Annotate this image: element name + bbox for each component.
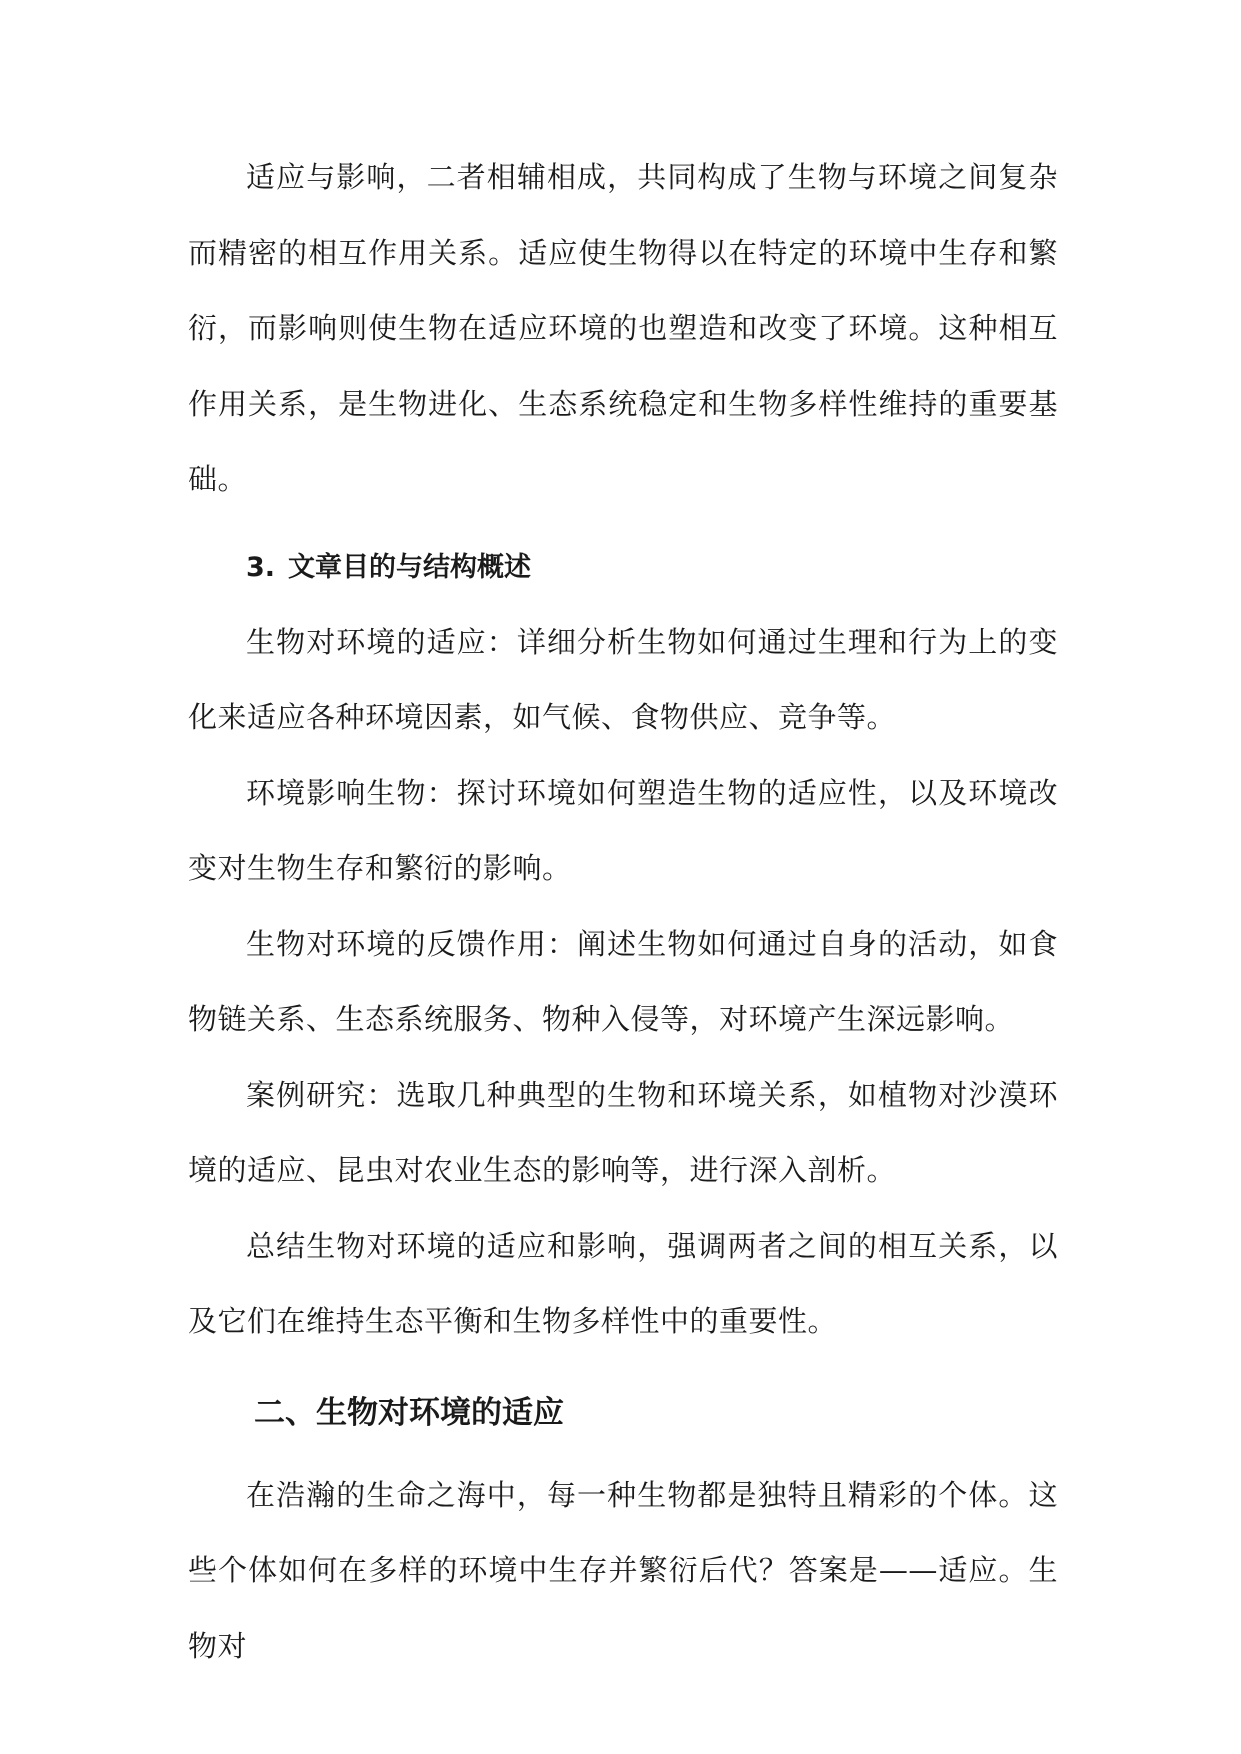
structure-item-2: 环境影响生物：探讨环境如何塑造生物的适应性，以及环境改变对生物生存和繁衍的影响。 [188,775,1058,885]
document-page [188,140,1058,1684]
section-heading: 二、生物对环境的适应 [254,1394,564,1431]
structure-item-5: 总结生物对环境的适应和影响，强调两者之间的相互关系，以及它们在维持生态平衡和生物多样性中的重要性。 [188,1228,1058,1338]
subsection-title: 文章目的与结构概述 [288,551,531,583]
intro-paragraph: 适应与影响，二者相辅相成，共同构成了生物与环境之间复杂而精密的相互作用关系。适应使生物得以在特定的环境中生存和繁衍，而影响则使生物在适应环境的也塑造和改变了环境。这种相互作用关系，是生物进化、生态系统稳定和生物多样性维持的重要基础。 [188,160,1058,496]
subsection-number: 3. [246,551,276,583]
structure-item-4: 案例研究：选取几种典型的生物和环境关系，如植物对沙漠环境的适应、昆虫对农业生态的影响等，进行深入剖析。 [188,1077,1058,1187]
structure-item-1: 生物对环境的适应：详细分析生物如何通过生理和行为上的变化来适应各种环境因素，如气候、食物供应、竞争等。 [188,624,1058,734]
structure-item-3: 生物对环境的反馈作用：阐述生物如何通过自身的活动，如食物链关系、生态系统服务、物种入侵等，对环境产生深远影响。 [188,926,1058,1036]
subsection-heading [188,530,1058,605]
section-paragraph: 在浩瀚的生命之海中，每一种生物都是独特且精彩的个体。这些个体如何在多样的环境中生存并繁衍后代？答案是——适应。生物对 [188,1477,1058,1663]
